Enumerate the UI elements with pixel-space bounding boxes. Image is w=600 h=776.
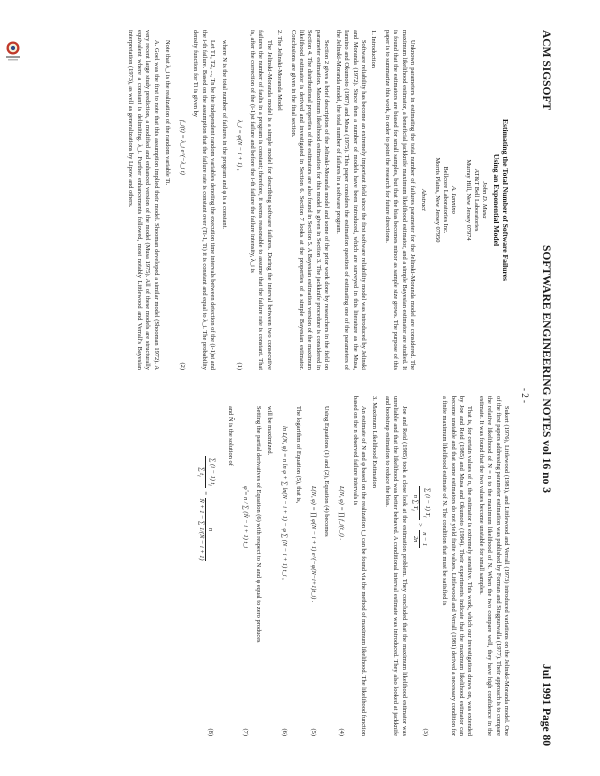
equation-6-number: (6) (281, 728, 289, 736)
equation-8-formula: ∑ (i − 1) $t_i$ ∑ $t_i$ = n N̂ + 1 − ∑ 1/(N̂ − i + 1) (195, 458, 217, 561)
section-2-paragraph-1: The Jelinski-Moranda model is a simple model for describing software failures. During the interval between two consecutive failures the number of faults in a program is constant; therefore, it seems reasonable to assume that the failure rate is constant. That is, after the correction of the (i-1)st failure and before the i-th failure the failure intensity, λ_i is (249, 30, 273, 370)
equation-4-number: (4) (338, 728, 346, 736)
section-2-paragraph-2: where N is the total number of failures in the program and φ is a constant. (220, 40, 228, 229)
equation-7-formula: φ̂ = n / ∑ (N̂ − i + 1) t_i (241, 486, 249, 549)
section-2-paragraph-3: Let T1, T2, ..., Tn be the independent random variables denoting the execution time intervals between detection of the (i-1)st and the i-th failure. Based on the assumption that the failure rate is constant over (Ti-1, Ti) it is constant and equal to λ_i. The probability density function for Ti is given by (192, 30, 217, 370)
paper-title (492, 30, 510, 370)
equation-8 (196, 396, 222, 736)
right-column (193, 396, 510, 736)
equation-2 (174, 30, 188, 370)
equation-1-formula: λ_i = φ(N − i + 1) , (235, 120, 243, 171)
right-paragraph-8: Setting the partial derivatives of Equation (6) with respect to N and φ equal to zero produces (255, 406, 263, 643)
equation-4-formula: L(N, φ) = ∏ f_i(t_i) . (338, 486, 346, 541)
page-marker: - 2 - (520, 388, 530, 403)
section-2-paragraph-4: Note that λ_i is the realization of the random variable Ti. (164, 40, 172, 186)
equation-6 (277, 396, 291, 736)
equation-7 (237, 396, 251, 736)
right-paragraph-1: Sukert (1976), Littlewood (1981), and Littlewood and Verrall (1973) introduced variations on the Jelinski-Moranda model. One of the first papers addressing parameter estimation was published by Forman and Singpurwalla (1977). Their approach is to compare the relative likelihood of N = n to the maximum likelihood of N. When the two compare well, they have high confidence in the estimate. It was found that the two values become unstable for small samples. (477, 396, 510, 736)
equation-5-formula: L(N, φ) = ∏ φ(N − i + 1) e^(−φ(N−i+1)t_i) . (309, 486, 317, 603)
section-3-heading: 3. Maximum Likelihood Estimation (370, 396, 378, 488)
author-2: A. Iannino (450, 186, 458, 214)
equation-3-formula: ∑ (i − 1) $T_i$ n ∑ $T_i$ > n − 1 2n (409, 488, 431, 547)
equation-6-formula: ln L(N, φ) = n ln φ + ∑ ln(N − i + 1) − φ ∑ (N − i + 1) t_i , (281, 426, 289, 580)
section-1-paragraph-2: Section 2 gives a brief description of the Jelinski-Moranda model and some of the prior work done by researchers in the field on parameter estimation. Maximum likelihood estimation for this model is given in Section 3. The jackknife procedure is considered in Section 4. The distributional properties of the estimators are also found in Section 5. A Bayesian estimation version of the maximum likelihood estimator is derived and investigated in Section 6. Section 7 looks at the properties of a simple Bayesian estimator. Conclusions are given in the final section. (289, 30, 331, 370)
affiliation-2-line-2: Morris Plains, New Jersey 07950 (433, 157, 441, 243)
equation-3-number: (3) (421, 728, 429, 736)
section-2-heading: 2. The Jelinski-Moranda Model (276, 30, 284, 111)
header-right: Jul 1991 Page 80 (540, 663, 552, 746)
author-1: John D. Musa (481, 181, 488, 219)
abstract-text: Unknown parameters in estimating the total number of failures parameter for the Jelinski-Moranda model are considered. The maximum likelihood estimator, a beneficial jackknife maximum likelihood estimator, and a simple Bayesian estimator are studied. It is found that the estimators are biased for small samples, but that the bias becomes minor as sample size grows. The purpose of this paper is to summarize this work, in order to point the research for future directions. (383, 30, 416, 370)
right-paragraph-4: An estimate of N and φ based on the realization t_i can be found via the method of maximum likelihood. The likelihood function based on the n observed failure intervals is (351, 396, 368, 736)
right-paragraph-3: Joe and Reid (1985) took a close look at the estimation problem. They concluded that the maximum likelihood estimator was unreliable and that the likelihood was better behaved. A conditional interval estimate was introduced. They also looked at jackknife and bootstrap estimation to reduce the bias. (383, 396, 408, 736)
header-center: SOFTWARE ENGINEERING NOTES vol 16 no 3 (540, 245, 552, 493)
right-paragraph-7: will be maximized. (266, 406, 274, 456)
equation-1 (231, 30, 245, 370)
header-left: ACM SIGSOFT (540, 30, 552, 111)
equation-4 (333, 396, 347, 736)
affiliation-1-line-1: AT&T Bell Laboratories (473, 168, 480, 232)
right-paragraph-2: That is, for certain values of n, the estimator is extremely sensitive. This work, which our investigation draws on, was extended by Joe and Reid (1985) and Musa and Okumoto (1984). Their experiments indicate that the maximum likelihood estimator can become unstable and that some estimators do not yield finite values. Littlewood and Verrall (1981) derived a necessary condition for a finite maximum likelihood estimate of N. The condition that must be satisfied is (441, 396, 474, 736)
abstract-heading: Abstract (420, 189, 428, 211)
right-paragraph-5: Using Equations (1) and (2), Equation (4) becomes (323, 406, 331, 537)
section-1-heading: 1. Introduction (370, 30, 378, 68)
title-line-1: Estimating the Total Number of Software Failures (501, 118, 510, 281)
section-2-paragraph-5: A. Goel was the first to note that this assumption implied their model. Shooman developed a similar model (Shooman 1972). A very recent large study prediction, a modified and enhanced version of the model (Musa 1975). All of these models are structurally equivalent where a constant is delimiting. λ_i. Further enhancements followed, most notably Littlewood and Verrall's Bayesian interpretation (1973), as well as generalizations by Lipow and others. (127, 30, 160, 370)
equation-3 (411, 396, 437, 736)
equation-8-number: (8) (207, 728, 215, 736)
equation-7-number: (7) (241, 728, 249, 736)
equation-5 (305, 396, 319, 736)
section-1-paragraph-1: Software reliability has become an extremely important field since the first software reliability model was introduced by Jelinski and Moranda (1972). Since then a number of models have been introduced, which are surveyed in this literature as the Musa, Iannino and Okumoto (1987) and Musa (1975). This paper considers the estimation question of estimating one of the parameters of the Jelinski-Moranda model, the total number of failures in a software program. (334, 30, 367, 370)
affiliation-2-line-1: Bellcore Laboratories Inc. (442, 166, 450, 234)
university-seal-icon (4, 40, 22, 62)
left-column (123, 30, 510, 370)
equation-2-number: (2) (179, 362, 187, 370)
equation-1-number: (1) (235, 362, 243, 370)
landscape-page (38, 0, 558, 776)
equation-2-formula: f_i(t) = λ_i e^(−λ_i t) (179, 120, 187, 175)
affiliation-1-line-2: Murray Hill, New Jersey 07974 (464, 159, 472, 241)
right-paragraph-6: The logarithm of Equation (5), that is, (294, 406, 302, 504)
equation-5-number: (5) (309, 728, 317, 736)
title-line-2: Using an Exponential Model (492, 153, 501, 247)
rotated-page-stage (38, 0, 558, 776)
running-header (532, 30, 554, 746)
right-paragraph-9: and N̂ is the solution of (226, 406, 234, 466)
